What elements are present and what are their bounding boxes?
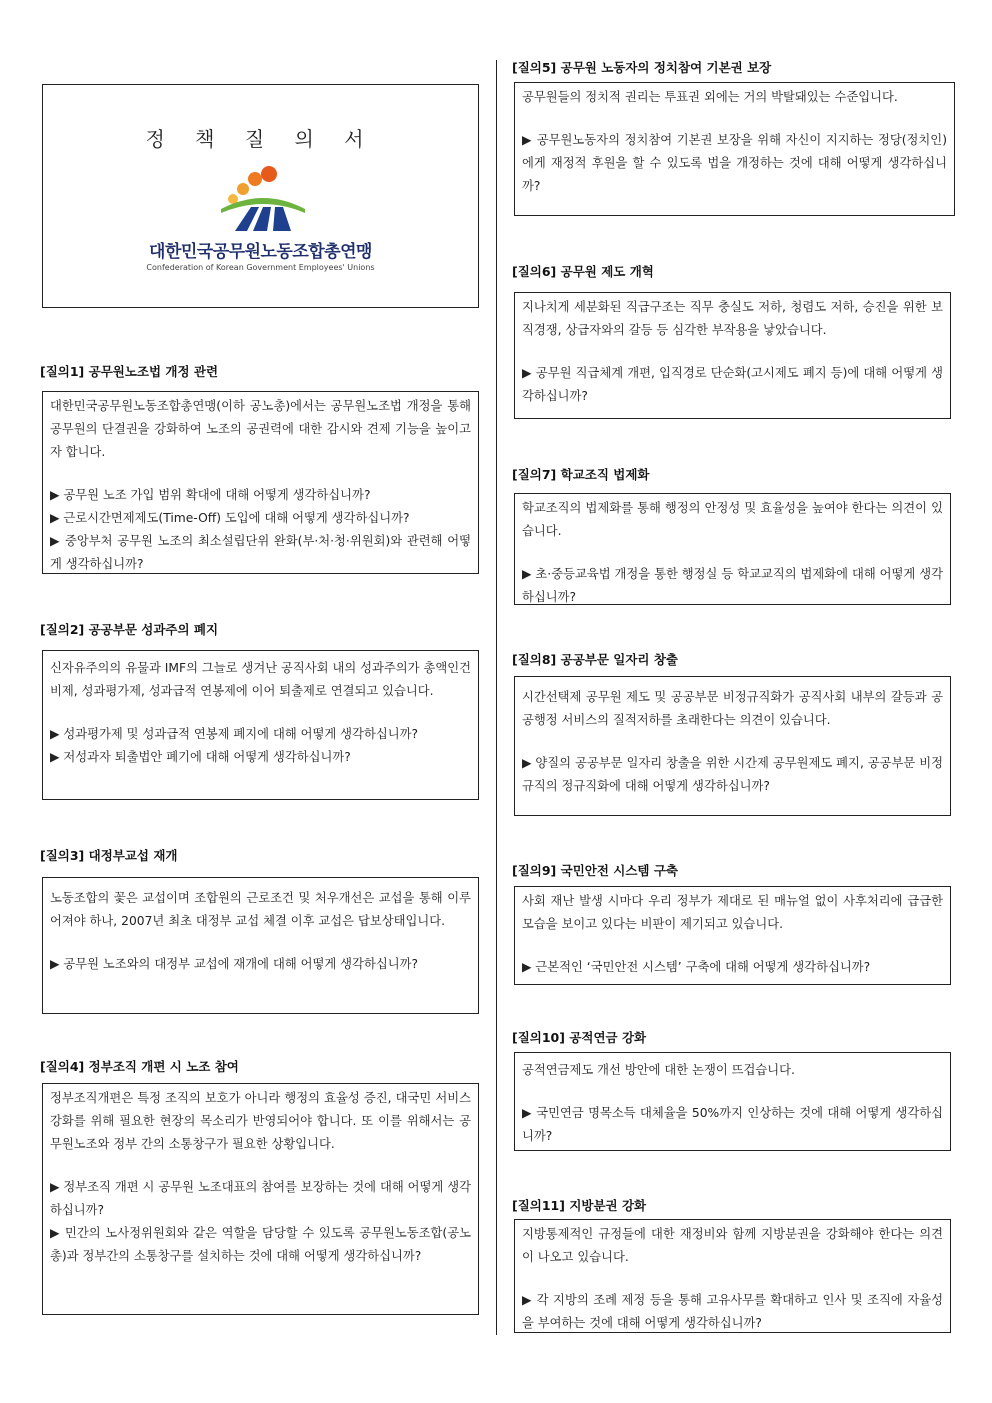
question-ask: ▶ 중앙부처 공무원 노조의 최소설립단위 완화(부·처·청·위원회)와 관련해 어떻게 생각하십니까?: [50, 534, 471, 571]
question-intro: 학교조직의 법제화를 통해 행정의 안정성 및 효율성을 높여야 한다는 의견이 있습니다.: [522, 501, 943, 538]
question-ask: ▶ 공무원노동자의 정치참여 기본권 보장을 위해 자신이 지지하는 정당(정치인)에게 재정적 후원을 할 수 있도록 법을 개정하는 것에 대해 어떻게 생각하십니까?: [522, 133, 947, 193]
question-ask: ▶ 저성과자 퇴출법안 폐기에 대해 어떻게 생각하십니까?: [50, 750, 351, 764]
question-intro: 지나치게 세분화된 직급구조는 직무 충실도 저하, 청렴도 저하, 승진을 위한 보직경쟁, 상급자와의 갈등 등 심각한 부작용을 낳았습니다.: [522, 300, 943, 337]
question-heading: [질의2] 공공부문 성과주의 폐지: [40, 622, 219, 637]
question-box: [514, 493, 951, 605]
question-box: [42, 1083, 479, 1315]
question-ask: ▶ 양질의 공공부문 일자리 창출을 위한 시간제 공무원제도 폐지, 공공부문 비정규직의 정규직화에 대해 어떻게 생각하십니까?: [522, 756, 943, 793]
question-heading: [질의4] 정부조직 개편 시 노조 참여: [40, 1059, 239, 1074]
question-heading: [질의3] 대정부교섭 재개: [40, 848, 178, 863]
question-ask: ▶ 근로시간면제제도(Time-Off) 도입에 대해 어떻게 생각하십니까?: [50, 511, 410, 525]
question-heading: [질의10] 공적연금 강화: [512, 1030, 647, 1045]
question-ask: ▶ 공무원 노조와의 대정부 교섭에 재개에 대해 어떻게 생각하십니까?: [50, 957, 418, 971]
cover-box: [42, 84, 479, 308]
question-heading: [질의5] 공무원 노동자의 정치참여 기본권 보장: [512, 60, 772, 75]
question-intro: 공적연금제도 개선 방안에 대한 논쟁이 뜨겁습니다.: [522, 1063, 795, 1077]
union-logo-icon: [213, 165, 313, 233]
question-intro: 사회 재난 발생 시마다 우리 정부가 제대로 된 매뉴얼 없이 사후처리에 급급한 모습을 보이고 있다는 비판이 제기되고 있습니다.: [522, 894, 943, 931]
question-ask: ▶ 민간의 노사정위원회와 같은 역할을 담당할 수 있도록 공무원노동조합(공노총)과 정부간의 소통창구를 설치하는 것에 대해 어떻게 생각하십니까?: [50, 1226, 471, 1263]
question-ask: ▶ 국민연금 명목소득 대체율을 50%까지 인상하는 것에 대해 어떻게 생각하십니까?: [522, 1106, 943, 1143]
question-box: [42, 391, 479, 574]
question-box: [514, 82, 955, 216]
question-ask: ▶ 근본적인 ‘국민안전 시스템’ 구축에 대해 어떻게 생각하십니까?: [522, 960, 871, 974]
question-ask: ▶ 성과평가제 및 성과급적 연봉제 폐지에 대해 어떻게 생각하십니까?: [50, 727, 418, 741]
question-ask: ▶ 정부조직 개편 시 공무원 노조대표의 참여를 보장하는 것에 대해 어떻게 생각하십니까?: [50, 1180, 471, 1217]
question-box: [514, 886, 951, 985]
question-box: [514, 1219, 951, 1333]
question-heading: [질의9] 국민안전 시스템 구축: [512, 863, 679, 878]
question-ask: ▶ 초·중등교육법 개정을 통한 행정실 등 학교교직의 법제화에 대해 어떻게 생각하십니까?: [522, 567, 943, 604]
organization-name-korean: 대한민국공무원노동조합총연맹: [149, 242, 372, 262]
question-heading: [질의1] 공무원노조법 개정 관련: [40, 364, 219, 379]
document-title: 정 책 질 의 서: [145, 127, 376, 151]
question-intro: 대한민국공무원노동조합총연맹(이하 공노총)에서는 공무원노조법 개정을 통해 공무원의 단결권을 강화하여 노조의 공권력에 대한 감시와 견제 기능을 높이고자 합니다.: [50, 399, 471, 459]
question-heading: [질의8] 공공부문 일자리 창출: [512, 652, 679, 667]
question-box: [42, 650, 479, 800]
question-intro: 지방통제적인 규정들에 대한 재정비와 함께 지방분권을 강화해야 한다는 의견이 나오고 있습니다.: [522, 1227, 943, 1264]
question-box: [42, 877, 479, 1014]
question-box: [514, 292, 951, 419]
question-ask: ▶ 공무원 직급체계 개편, 입직경로 단순화(고시제도 폐지 등)에 대해 어떻게 생각하십니까?: [522, 366, 943, 403]
question-intro: 시간선택제 공무원 제도 및 공공부문 비정규직화가 공직사회 내부의 갈등과 공공행정 서비스의 질적저하를 초래한다는 의견이 있습니다.: [522, 690, 943, 727]
question-intro: 공무원들의 정치적 권리는 투표권 외에는 거의 박탈돼있는 수준입니다.: [522, 90, 898, 104]
question-box: [514, 676, 951, 816]
question-heading: [질의7] 학교조직 법제화: [512, 467, 650, 482]
question-heading: [질의6] 공무원 제도 개혁: [512, 264, 654, 279]
question-box: [514, 1052, 951, 1151]
question-intro: 정부조직개편은 특정 조직의 보호가 아니라 행정의 효율성 증진, 대국민 서비스 강화를 위해 필요한 현장의 목소리가 반영되어야 합니다. 또 이를 위해서는 공무원노조와 정부 간의 소통창구가 필요한 상황입니다.: [50, 1091, 471, 1151]
organization-name-english: Confederation of Korean Government Employees' Unions: [146, 263, 375, 272]
question-heading: [질의11] 지방분권 강화: [512, 1198, 647, 1213]
question-intro: 신자유주의의 유물과 IMF의 그늘로 생겨난 공직사회 내의 성과주의가 총액인건비제, 성과평가제, 성과급적 연봉제에 이어 퇴출제로 연결되고 있습니다.: [50, 661, 471, 698]
question-intro: 노동조합의 꽃은 교섭이며 조합원의 근로조건 및 처우개선은 교섭을 통해 이루어져야 하나, 2007년 최초 대정부 교섭 체결 이후 교섭은 답보상태입니다.: [50, 891, 471, 928]
question-ask: ▶ 각 지방의 조례 제정 등을 통해 고유사무를 확대하고 인사 및 조직에 자율성을 부여하는 것에 대해 어떻게 생각하십니까?: [522, 1293, 943, 1330]
question-ask: ▶ 공무원 노조 가입 범위 확대에 대해 어떻게 생각하십니까?: [50, 488, 371, 502]
column-divider: [496, 60, 497, 1335]
